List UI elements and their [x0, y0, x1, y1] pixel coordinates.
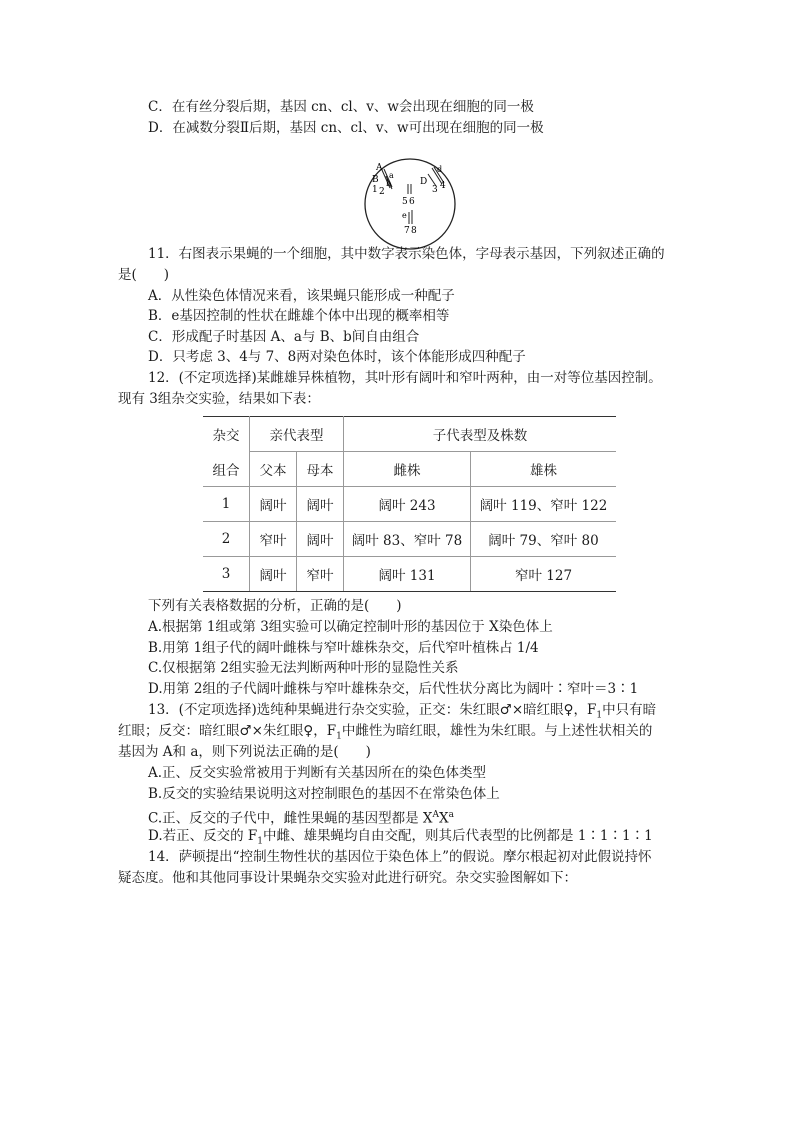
q12-results-table: [203, 416, 616, 592]
q11-option-c: C．形成配子时基因 A、a与 B、b间自由组合: [148, 329, 420, 345]
chrom-2: 2: [379, 187, 385, 197]
gene-e: e: [402, 211, 407, 220]
chrom-7: 7: [404, 226, 410, 236]
q11-option-b: B．e基因控制的性状在雌雄个体中出现的概率相等: [148, 308, 450, 324]
q11-option-a: A．从性染色体情况来看，该果蝇只能形成一种配子: [148, 288, 455, 304]
prev-option-c: C．在有丝分裂后期，基因 cn、cl、v、w会出现在细胞的同一极: [148, 99, 534, 115]
chrom-5: 5: [402, 197, 408, 207]
prev-option-d: D．在减数分裂Ⅱ后期，基因 cn、cl、v、w可出现在细胞的同一极: [148, 120, 544, 136]
table-row: 3 阔叶 窄叶 阔叶 131 窄叶 127: [203, 557, 616, 592]
q11-stem-line2: 是( ): [118, 267, 170, 283]
q12-stem-line1: 12．(不定项选择)某雌雄异株植物，其叶形有阔叶和窄叶两种，由一对等位基因控制。: [148, 370, 662, 386]
th-cross-2: 组合: [203, 452, 250, 487]
cell-chromosome-figure: [362, 156, 458, 252]
q14-stem-line2: 疑态度。他和其他同事设计果蝇杂交实验对此进行研究。杂交实验图解如下：: [118, 870, 577, 886]
chrom-3: 3: [432, 185, 438, 195]
table-row: 2 窄叶 阔叶 阔叶 83、窄叶 78 阔叶 79、窄叶 80: [203, 522, 616, 557]
q13-option-b: B.反交的实验结果说明这对控制眼色的基因不在常染色体上: [148, 786, 500, 802]
q13-option-a: A.正、反交实验常被用于判断有关基因所在的染色体类型: [148, 765, 487, 781]
gene-B: B: [372, 175, 379, 185]
q12-stem-line2: 现有 3组杂交实验，结果如下表：: [118, 391, 320, 407]
chrom-8: 8: [411, 226, 417, 236]
gene-a: a: [389, 171, 394, 180]
gene-D: D: [420, 177, 428, 187]
th-male: 雄株: [471, 452, 617, 487]
gene-A: A: [376, 163, 383, 173]
q11-stem-line1: 11．右图表示果蝇的一个细胞，其中数字表示染色体，字母表示基因，下列叙述正确的: [148, 246, 665, 262]
q12-question: 下列有关表格数据的分析，正确的是( ): [148, 598, 402, 614]
q13-stem-line3: 基因为 A和 a，则下列说法正确的是( ): [118, 744, 371, 760]
q12-option-b: B.用第 1组子代的阔叶雌株与窄叶雄株杂交，后代窄叶植株占 1/4: [148, 640, 539, 656]
q14-stem-line1: 14．萨顿提出“控制生物性状的基因位于染色体上”的假说。摩尔根起初对此假说持怀: [148, 849, 652, 865]
cell-diagram: [362, 156, 458, 252]
th-female: 雌株: [344, 452, 471, 487]
table-row: 1 阔叶 阔叶 阔叶 243 阔叶 119、窄叶 122: [203, 487, 616, 522]
chrom-6: 6: [409, 197, 415, 207]
q12-option-c: C.仅根据第 2组实验无法判断两种叶形的显隐性关系: [148, 660, 459, 676]
q13-option-c: C.正、反交的子代中，雌性果蝇的基因型都是 $X^AX^a$: [148, 810, 455, 827]
q11-option-d: D．只考虑 3、4与 7、8两对染色体时，该个体能形成四种配子: [148, 349, 526, 365]
q13-stem-line1: 13．(不定项选择)选纯种果蝇进行杂交实验，正交：朱红眼♂×暗红眼♀，$F_1$中只有暗: [148, 702, 657, 721]
gene-d: d: [437, 165, 443, 174]
th-mother: 母本: [297, 452, 344, 487]
q13-option-d: D.若正、反交的 $F_1$中雌、雄果蝇均自由交配，则其后代表型的比例都是 1∶1∶1∶1: [148, 828, 653, 847]
q13-stem-line2: 红眼；反交：暗红眼♂×朱红眼♀，$F_1$中雌性为暗红眼，雄性为朱红眼。与上述性状相关的: [118, 723, 653, 742]
th-offspring-phenotype: 子代表型及株数: [344, 417, 617, 452]
gene-b: b: [386, 179, 392, 188]
chrom-4: 4: [440, 181, 446, 191]
q12-option-d: D.用第 2组的子代阔叶雌株与窄叶雄株杂交，后代性状分离比为阔叶∶窄叶＝3∶1: [148, 681, 639, 697]
th-parent-phenotype: 亲代表型: [250, 417, 344, 452]
th-father: 父本: [250, 452, 297, 487]
chrom-1: 1: [372, 185, 378, 195]
q12-option-a: A.根据第 1组或第 3组实验可以确定控制叶形的基因位于 X染色体上: [148, 619, 553, 635]
th-cross-1: 杂交: [203, 417, 250, 452]
